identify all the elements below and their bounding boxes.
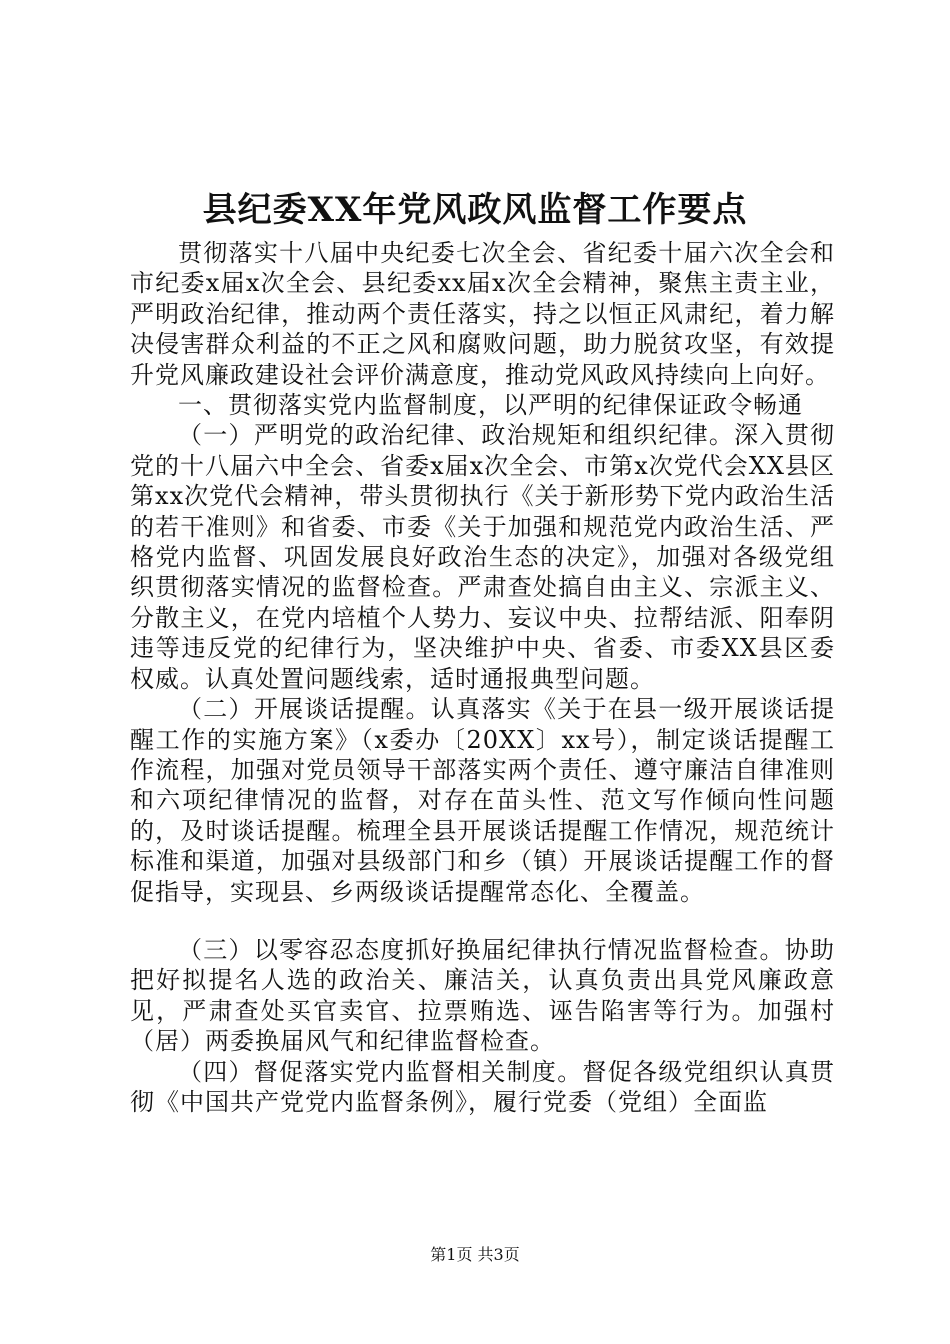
page-footer: 第1页 共3页 — [430, 1245, 520, 1264]
intro-paragraph: 贯彻落实十八届中央纪委七次全会、省纪委十届六次全会和市纪委x届x次全会、县纪委xx届x次全会精神，聚焦主责主业，严明政治纪律，推动两个责任落实，持之以恒正风肃纪，着力解决侵害群众利益的不正之风和腐败问题，助力脱贫攻坚，有效提升党风廉政建设社会评价满意度，推动党风政风持续向上向好。 — [130, 239, 835, 389]
document-title: 县纪委XX年党风政风监督工作要点 — [202, 190, 748, 230]
paragraph-item-2: （二）开展谈话提醒。认真落实《关于在县一级开展谈话提醒工作的实施方案》（x委办〔20XX〕xx号），制定谈话提醒工作流程，加强对党员领导干部落实两个责任、遵守廉洁自律准则和六项纪律情况的监督，对存在苗头性、范文写作倾向性问题的，及时谈话提醒。梳理全县开展谈话提醒工作情况，规范统计标准和渠道，加强对县级部门和乡（镇）开展谈话提醒工作的督促指导，实现县、乡两级谈话提醒常态化、全覆盖。 — [130, 695, 835, 906]
document-body — [130, 238, 835, 1117]
section-heading-1: 一、贯彻落实党内监督制度，以严明的纪律保证政令畅通 — [178, 391, 803, 420]
paragraph-item-1: （一）严明党的政治纪律、政治规矩和组织纪律。深入贯彻党的十八届六中全会、省委x届x次全会、市第x次党代会XX县区第xx次党代会精神，带头贯彻执行《关于新形势下党内政治生活的若干准则》和省委、市委《关于加强和规范党内政治生活、严格党内监督、巩固发展良好政治生态的决定》，加强对各级党组织贯彻落实情况的监督检查。严肃查处搞自由主义、宗派主义、分散主义，在党内培植个人势力、妄议中央、拉帮结派、阳奉阴违等违反党的纪律行为，坚决维护中央、省委、市委XX县区委权威。认真处置问题线索，适时通报典型问题。 — [130, 421, 835, 693]
paragraph-item-3: （三）以零容忍态度抓好换届纪律执行情况监督检查。协助把好拟提名人选的政治关、廉洁关，认真负责出具党风廉政意见，严肃查处买官卖官、拉票贿选、诬告陷害等行为。加强村（居）两委换届风气和纪律监督检查。 — [130, 935, 835, 1056]
paragraph-item-4: （四）督促落实党内监督相关制度。督促各级党组织认真贯彻《中国共产党党内监督条例》，履行党委（党组）全面监 — [130, 1057, 835, 1116]
